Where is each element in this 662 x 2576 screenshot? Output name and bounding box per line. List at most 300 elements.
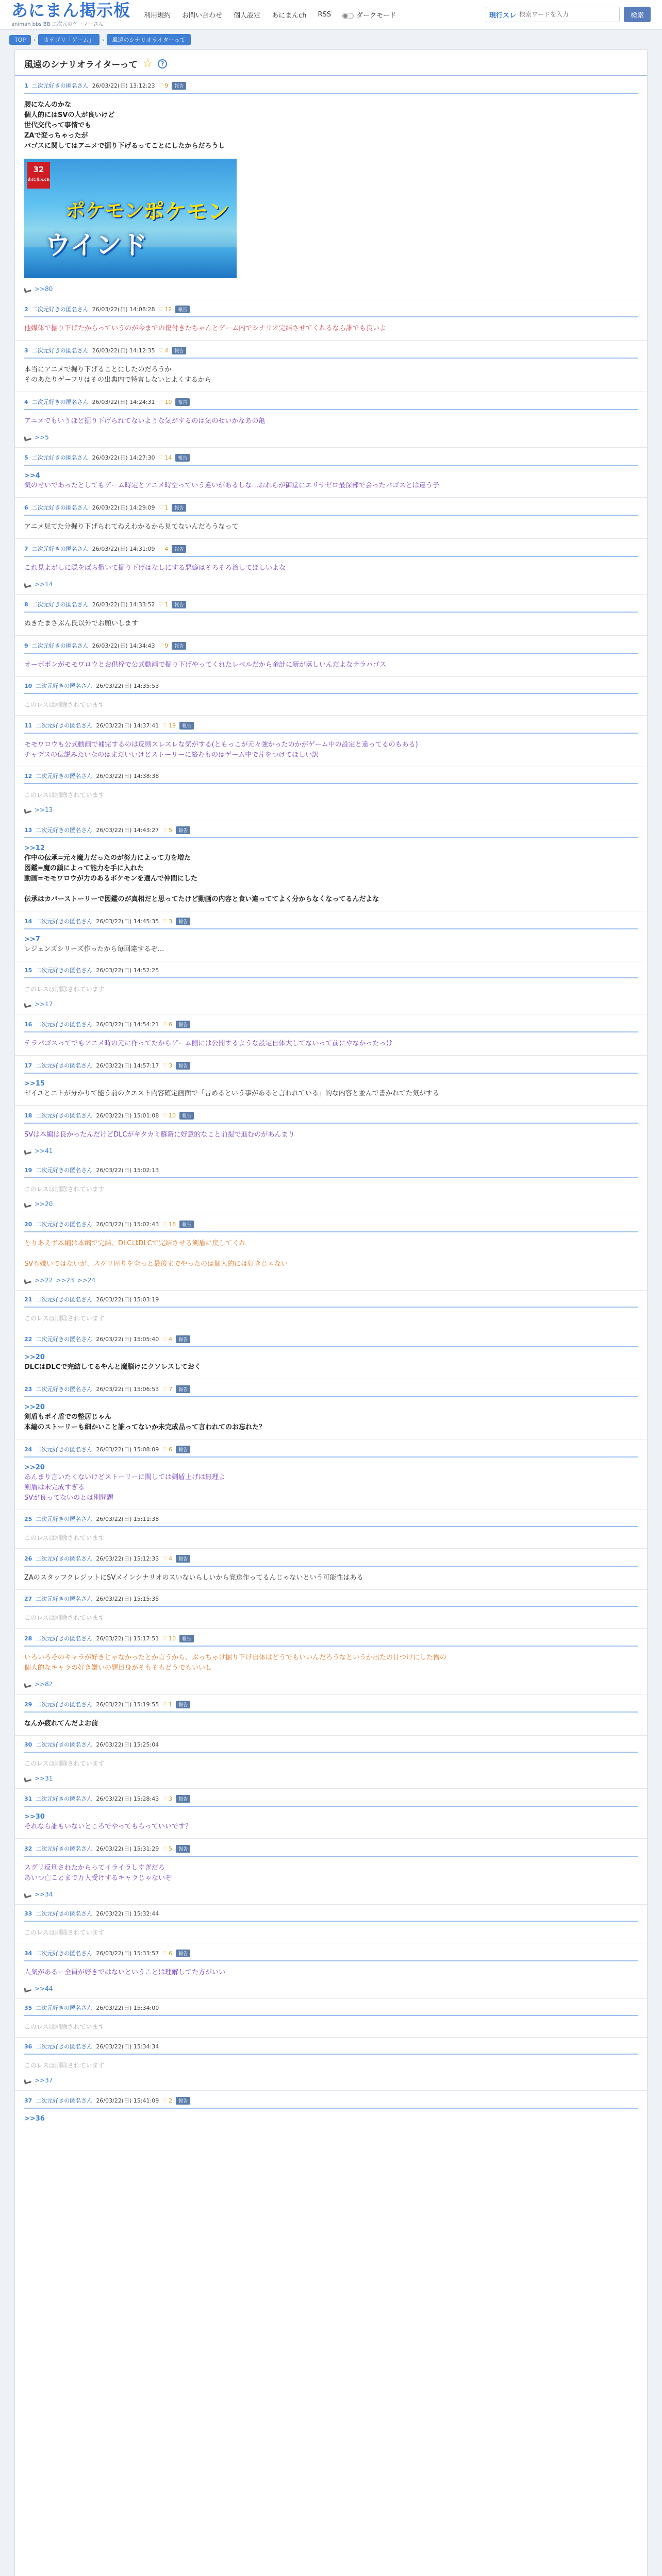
post-meta bbox=[24, 721, 638, 734]
post-number[interactable]: 13 bbox=[24, 826, 32, 834]
post-item bbox=[15, 767, 647, 820]
post-number[interactable]: 22 bbox=[24, 1335, 32, 1343]
post-number[interactable]: 25 bbox=[24, 1515, 32, 1522]
post-body bbox=[24, 481, 638, 491]
post-number[interactable]: 20 bbox=[24, 1221, 32, 1228]
deleted-notice: このレスは削除されています bbox=[24, 1534, 105, 1541]
post-number[interactable]: 8 bbox=[24, 601, 28, 608]
post-body-line: チャデスの伝説みたいなのはまだいいけどストーリーに絡むものはゲーム中で片をつけてほしい訳 bbox=[24, 751, 319, 759]
post-meta bbox=[24, 503, 638, 516]
post-item bbox=[15, 635, 647, 676]
post-meta bbox=[24, 1220, 638, 1232]
breadcrumb-separator: › bbox=[102, 36, 105, 43]
like-count[interactable]: ♡ 6 bbox=[162, 1950, 172, 1957]
like-count[interactable]: ♡ 1 bbox=[162, 1701, 172, 1708]
nav-contact[interactable]: お問い合わせ bbox=[182, 12, 223, 20]
post-number[interactable]: 17 bbox=[24, 1062, 32, 1069]
post-item bbox=[15, 2037, 647, 2090]
post-body-line: SVが良ってないのとは別問題 bbox=[24, 1494, 114, 1502]
post-item bbox=[15, 1589, 647, 1628]
post-body-line: ゼイユとニトが分かりて能う前のクエスト内容確定画面で「昔めるという事があると言われている」的な内容と並んで書かれてた気がする bbox=[24, 1090, 439, 1097]
post-body-line: 個人的にはSVの人が良いけど bbox=[24, 111, 115, 119]
poster-name: 二次元好きの匿名さん bbox=[36, 827, 93, 834]
like-count[interactable]: ♡ 4 bbox=[162, 1336, 172, 1343]
like-count[interactable]: ♡ 6 bbox=[162, 1021, 172, 1028]
like-count[interactable]: ♡ 1 bbox=[159, 504, 169, 511]
dark-mode-toggle[interactable] bbox=[342, 10, 396, 20]
report-badge[interactable]: 報告 bbox=[172, 82, 186, 90]
post-item bbox=[15, 538, 647, 594]
deleted-notice: このレスは削除されています bbox=[24, 1185, 105, 1193]
report-badge[interactable]: 報告 bbox=[176, 1062, 190, 1070]
post-meta bbox=[24, 305, 638, 317]
search-area bbox=[486, 7, 651, 22]
report-badge[interactable]: 報告 bbox=[176, 1795, 190, 1803]
poster-name: 二次元好きの匿名さん bbox=[36, 683, 93, 689]
reply-link[interactable]: >>31 bbox=[35, 1775, 53, 1782]
poster-name: 二次元好きの匿名さん bbox=[31, 546, 89, 552]
post-meta bbox=[24, 917, 638, 929]
post-meta bbox=[24, 1909, 638, 1922]
reply-anchor-link[interactable]: >>36 bbox=[24, 2115, 45, 2123]
post-meta bbox=[24, 1844, 638, 1857]
reply-arrow-icon bbox=[24, 1278, 31, 1283]
post-number[interactable]: 16 bbox=[24, 1021, 32, 1028]
report-badge[interactable]: 報告 bbox=[176, 1335, 190, 1343]
post-number[interactable]: 34 bbox=[24, 1950, 32, 1957]
reply-link[interactable]: >>82 bbox=[35, 1681, 53, 1688]
post-meta bbox=[24, 1111, 638, 1124]
post-body bbox=[24, 1863, 638, 1884]
deleted-notice: このレスは削除されています bbox=[24, 2062, 105, 2069]
post-number[interactable]: 32 bbox=[24, 1845, 32, 1852]
post-meta bbox=[24, 1166, 638, 1178]
breadcrumb bbox=[0, 30, 662, 49]
report-badge[interactable]: 報告 bbox=[176, 1021, 190, 1028]
like-count[interactable]: ♡ 4 bbox=[162, 1555, 172, 1562]
post-number[interactable]: 10 bbox=[24, 682, 32, 689]
poster-name: 二次元好きの匿名さん bbox=[31, 82, 89, 89]
post-number[interactable]: 6 bbox=[24, 504, 28, 511]
post-item bbox=[15, 1014, 647, 1055]
post-number[interactable]: 2 bbox=[24, 306, 28, 313]
logo-subtitle: animan bbs BB 二次元のゲーマーさん bbox=[11, 22, 104, 27]
post-item bbox=[15, 1548, 647, 1589]
post-number[interactable]: 5 bbox=[24, 454, 28, 461]
like-count[interactable]: ♡ 2 bbox=[162, 2097, 172, 2104]
post-body-line: アニメ見てた分掘り下げられてねえわかるから見てないんだろうなって bbox=[24, 523, 239, 531]
report-badge[interactable]: 報告 bbox=[175, 306, 190, 313]
post-number[interactable]: 3 bbox=[24, 347, 28, 354]
post-number[interactable]: 18 bbox=[24, 1112, 32, 1119]
deleted-notice: このレスは削除されています bbox=[24, 1315, 105, 1322]
post-meta bbox=[24, 772, 638, 784]
logo-text[interactable]: あにまん掲示板 bbox=[11, 1, 131, 20]
post-body-line: 剣盾もボイ盾での整居じゃん bbox=[24, 1413, 112, 1421]
dark-mode-label: ダークモード bbox=[356, 12, 396, 20]
reply-arrow-icon bbox=[24, 1148, 31, 1154]
post-meta bbox=[24, 600, 638, 613]
reply-link[interactable]: >>37 bbox=[35, 2077, 53, 2084]
reply-link[interactable]: >>5 bbox=[35, 434, 49, 441]
breadcrumb-top[interactable]: TOP bbox=[9, 35, 31, 45]
reply-link[interactable]: >>17 bbox=[35, 1001, 53, 1008]
poster-name: 二次元好きの匿名さん bbox=[31, 504, 89, 511]
report-badge[interactable]: 報告 bbox=[172, 642, 186, 650]
poster-name: 二次元好きの匿名さん bbox=[36, 1596, 93, 1602]
post-meta bbox=[24, 1385, 638, 1397]
post-number[interactable]: 21 bbox=[24, 1296, 32, 1303]
post-number[interactable]: 12 bbox=[24, 772, 32, 779]
post-body-line: いろいろそのキャラが好きじゃなかったとか言うから、ぶっちゃけ掘り下げ自体はどうでもいいんだろうなというか出たの甘つけにした僧の bbox=[24, 1654, 447, 1662]
post-date: 26/03/22(日) 14:34:43 bbox=[92, 642, 155, 649]
deleted-notice: このレスは削除されています bbox=[24, 1614, 105, 1621]
reply-anchor-link[interactable]: >>7 bbox=[24, 936, 40, 943]
post-meta bbox=[24, 398, 638, 410]
post-number[interactable]: 28 bbox=[24, 1635, 32, 1642]
post-date: 26/03/22(日) 15:41:09 bbox=[96, 2097, 159, 2104]
poster-name: 二次元好きの匿名さん bbox=[36, 1910, 93, 1917]
post-meta bbox=[24, 1595, 638, 1607]
poster-name: 二次元好きの匿名さん bbox=[36, 1701, 93, 1708]
reply-links bbox=[24, 1001, 638, 1008]
post-body-line: 他媒体で掘り下げたからっていうのが今までの傷付きたちゃんとゲーム内でシナリオ完結させてくれるなら誰でも良いよ bbox=[24, 325, 386, 332]
report-badge[interactable]: 報告 bbox=[176, 1701, 190, 1708]
poster-name: 二次元好きの匿名さん bbox=[36, 1167, 93, 1174]
post-item bbox=[15, 1161, 647, 1214]
post-number[interactable]: 23 bbox=[24, 1385, 32, 1393]
reply-anchor-link[interactable]: >>12 bbox=[24, 844, 45, 852]
poster-name: 二次元好きの匿名さん bbox=[31, 347, 89, 354]
post-item bbox=[15, 961, 647, 1014]
post-date: 26/03/22(日) 14:52:25 bbox=[96, 967, 159, 974]
post-body-line: 作中の伝承=元々魔力だったのが努力によって力を増た bbox=[24, 854, 191, 862]
breadcrumb-category[interactable]: カテゴリ「ゲーム」 bbox=[38, 34, 100, 45]
like-count[interactable]: ♡ 4 bbox=[159, 546, 169, 552]
like-count[interactable]: ♡ 5 bbox=[162, 1845, 172, 1852]
report-badge[interactable]: 報告 bbox=[179, 722, 194, 730]
post-date: 26/03/22(日) 14:54:21 bbox=[96, 1021, 159, 1028]
report-badge[interactable]: 報告 bbox=[172, 347, 186, 354]
like-count[interactable]: ♡ 18 bbox=[162, 1221, 176, 1228]
post-body bbox=[24, 1239, 638, 1269]
like-count[interactable]: ♡ 9 bbox=[159, 82, 169, 89]
like-count[interactable]: ♡ 19 bbox=[162, 722, 176, 729]
post-date: 26/03/22(日) 15:08:09 bbox=[96, 1446, 159, 1453]
post-body-line: モモワロウも公式動画で補完するのは反則スレスレな気がする(ともっこが元々強かったのかがゲーム中の設定と違ってるのもある) bbox=[24, 741, 418, 749]
post-body bbox=[24, 324, 638, 334]
reply-links bbox=[24, 285, 638, 293]
top-nav bbox=[144, 10, 396, 20]
reply-arrow-icon bbox=[24, 1682, 31, 1687]
like-count[interactable]: ♡ 6 bbox=[162, 1446, 172, 1453]
post-meta bbox=[24, 1634, 638, 1647]
reply-link[interactable]: >>34 bbox=[35, 1891, 53, 1898]
reply-anchor-link[interactable]: >>30 bbox=[24, 1813, 45, 1821]
post-body-line: スグリ反刑されたからってイライラしすぎだろ bbox=[24, 1864, 165, 1872]
post-body-line: 図鑑=魔の鎖によって能力を手に入れた bbox=[24, 865, 144, 872]
like-count[interactable]: ♡ 14 bbox=[159, 454, 172, 461]
report-badge[interactable]: 報告 bbox=[176, 918, 190, 925]
poster-name: 二次元好きの匿名さん bbox=[36, 1741, 93, 1748]
poster-name: 二次元好きの匿名さん bbox=[31, 306, 89, 313]
post-body-line: 伝承はカバーストーリーで図鑑のが真相だと思ってたけど動画の内容と食い違っててよく分からなくなってるんだよな bbox=[24, 895, 379, 903]
image-title-main: ウインド bbox=[45, 230, 147, 260]
post-item bbox=[15, 1439, 647, 1510]
post-number[interactable]: 24 bbox=[24, 1446, 32, 1453]
poster-name: 二次元好きの匿名さん bbox=[31, 642, 89, 649]
poster-name: 二次元好きの匿名さん bbox=[36, 1296, 93, 1303]
post-body-line: これ見よがしに隠をばら撒いて掘り下げはなしにする悪癖はそろそろ治してほしいよな bbox=[24, 564, 286, 572]
post-number[interactable]: 33 bbox=[24, 1910, 32, 1917]
search-input[interactable] bbox=[519, 11, 616, 18]
report-badge[interactable]: 報告 bbox=[175, 398, 190, 406]
report-badge[interactable]: 報告 bbox=[179, 1112, 194, 1120]
post-number[interactable]: 35 bbox=[24, 2004, 32, 2011]
post-number[interactable]: 29 bbox=[24, 1701, 32, 1708]
nav-terms[interactable]: 利用規約 bbox=[144, 12, 171, 20]
page-title: 風遠のシナリオライターって bbox=[24, 60, 138, 70]
report-badge[interactable]: 報告 bbox=[172, 545, 186, 553]
post-date: 26/03/22(日) 14:45:35 bbox=[96, 918, 159, 925]
post-body bbox=[24, 944, 638, 955]
post-date: 26/03/22(日) 15:28:43 bbox=[96, 1795, 159, 1802]
deleted-notice: このレスは削除されています bbox=[24, 701, 105, 708]
post-item bbox=[15, 299, 647, 340]
reply-anchor-link[interactable]: >>20 bbox=[24, 1353, 45, 1361]
post-number[interactable]: 36 bbox=[24, 2043, 32, 2050]
like-count[interactable]: ♡ 5 bbox=[162, 827, 172, 834]
report-badge[interactable]: 報告 bbox=[179, 1635, 194, 1642]
poster-name: 二次元好きの匿名さん bbox=[36, 1062, 93, 1069]
post-body-line: あいつ亡ことまで万人受けするキャラじゃないぞ bbox=[24, 1874, 172, 1882]
toggle-switch-icon[interactable] bbox=[342, 13, 354, 19]
like-count[interactable]: ♡ 9 bbox=[159, 642, 169, 649]
post-body-line: アニメでもいうほど掘り下げられてないような気がするのは気のせいかなあの亀 bbox=[24, 417, 266, 425]
post-date: 26/03/22(日) 15:33:57 bbox=[96, 1950, 159, 1957]
nav-settings[interactable]: 個人設定 bbox=[234, 12, 261, 20]
search-scope-select[interactable]: 現行スレ bbox=[489, 11, 517, 20]
reply-arrow-icon bbox=[24, 435, 31, 440]
reply-anchor-link[interactable]: >>15 bbox=[24, 1080, 45, 1088]
post-item bbox=[15, 1735, 647, 1788]
reply-link[interactable]: >>22 bbox=[35, 1277, 53, 1284]
reply-anchor-link[interactable]: >>20 bbox=[24, 1403, 45, 1411]
poster-name: 二次元好きの匿名さん bbox=[36, 773, 93, 779]
reply-links bbox=[24, 806, 638, 814]
post-meta bbox=[24, 1554, 638, 1567]
report-badge[interactable]: 報告 bbox=[175, 454, 190, 462]
post-item bbox=[15, 676, 647, 715]
post-date: 26/03/22(日) 14:37:41 bbox=[96, 722, 159, 729]
post-date: 26/03/22(日) 14:08:28 bbox=[92, 306, 155, 313]
post-body bbox=[24, 1968, 638, 1978]
report-badge[interactable]: 報告 bbox=[176, 2097, 190, 2105]
post-number[interactable]: 26 bbox=[24, 1555, 32, 1562]
reply-links bbox=[24, 1985, 638, 1992]
reply-link[interactable]: >>23 bbox=[56, 1277, 74, 1284]
poster-name: 二次元好きの匿名さん bbox=[36, 918, 93, 925]
reply-links bbox=[24, 1200, 638, 1208]
post-body-line: レジェンズシリーズ作ったから毎回違するぞ… bbox=[24, 945, 164, 953]
thread-title-row bbox=[15, 50, 647, 75]
post-body-line: 世代交代って事情でも bbox=[24, 122, 92, 129]
site-logo[interactable] bbox=[11, 2, 130, 27]
help-icon[interactable]: ? bbox=[158, 59, 167, 69]
like-count[interactable]: ♡ 1 bbox=[159, 601, 169, 608]
post-number[interactable]: 7 bbox=[24, 545, 28, 552]
favorite-star-icon[interactable]: ☆ bbox=[142, 57, 153, 70]
post-body-line: パゴスに関してはアニメで掘り下げるってことにしたからだろうし bbox=[24, 142, 225, 150]
post-meta bbox=[24, 545, 638, 557]
post-number[interactable]: 27 bbox=[24, 1595, 32, 1602]
post-number[interactable]: 4 bbox=[24, 398, 28, 405]
post-image[interactable] bbox=[24, 159, 237, 278]
post-body-line: ZAのスタッフクレジットにSVメインシナリオのスいないらしいから覚送作ってるんじゃないという可能性はある bbox=[24, 1574, 363, 1582]
reply-links bbox=[24, 1681, 638, 1688]
like-count[interactable]: ♡ 10 bbox=[162, 1112, 176, 1119]
nav-rss[interactable]: RSS bbox=[318, 11, 331, 19]
post-number[interactable]: 11 bbox=[24, 722, 32, 729]
report-badge[interactable]: 報告 bbox=[179, 1221, 194, 1228]
reply-anchor-link[interactable]: >>20 bbox=[24, 1464, 45, 1471]
report-badge[interactable]: 報告 bbox=[176, 1845, 190, 1853]
post-body-line: あんまり言いたくないけどストーリーに関しては剣盾上げは無理よ bbox=[24, 1473, 226, 1481]
poster-name: 二次元好きの匿名さん bbox=[36, 1112, 93, 1119]
search-button[interactable]: 検索 bbox=[624, 7, 651, 22]
reply-links bbox=[24, 1775, 638, 1782]
like-count[interactable]: ♡ 3 bbox=[162, 918, 172, 925]
post-item bbox=[15, 1379, 647, 1439]
post-body-line: そのあたりゲーフリはその出典内で特言しないとよくするから bbox=[24, 376, 211, 384]
image-title-right: ポケモン bbox=[143, 199, 230, 224]
reply-arrow-icon bbox=[24, 1986, 31, 1991]
post-item bbox=[15, 1105, 647, 1161]
post-body bbox=[24, 1412, 638, 1433]
like-count[interactable]: ♡ 4 bbox=[159, 347, 169, 354]
post-item bbox=[15, 911, 647, 961]
post-date: 26/03/22(日) 15:34:00 bbox=[96, 2005, 159, 2011]
reply-link[interactable]: >>41 bbox=[35, 1147, 53, 1155]
like-count[interactable]: ♡ 7 bbox=[162, 1386, 172, 1393]
post-number[interactable]: 14 bbox=[24, 918, 32, 925]
poster-name: 二次元好きの匿名さん bbox=[36, 967, 93, 974]
post-date: 26/03/22(日) 15:25:04 bbox=[96, 1741, 159, 1748]
post-body-line: なんか疲れてんだよお前 bbox=[24, 1720, 98, 1727]
reply-links bbox=[24, 1147, 638, 1155]
post-number[interactable]: 37 bbox=[24, 2097, 32, 2104]
report-badge[interactable]: 報告 bbox=[176, 1555, 190, 1563]
post-body-line: 気のせいであったとしてもゲーム時定とアニメ時空っていう違いがあるしな…おれらが御堂にエリサゼロ最深部で会ったパゴスとは違う子 bbox=[24, 482, 439, 489]
post-number[interactable]: 1 bbox=[24, 82, 28, 89]
post-date: 26/03/22(日) 14:29:09 bbox=[92, 504, 155, 511]
post-item bbox=[15, 1628, 647, 1694]
report-badge[interactable]: 報告 bbox=[172, 601, 186, 608]
post-body-line: SVは本編は良かったんだけどDLCがキタカミ蘇新に好意的なこと前提で進むのがあんまり bbox=[24, 1131, 295, 1139]
post-date: 26/03/22(日) 15:11:38 bbox=[96, 1516, 159, 1522]
post-meta bbox=[24, 1515, 638, 1527]
reply-link[interactable]: >>80 bbox=[35, 285, 53, 293]
poster-name: 二次元好きの匿名さん bbox=[31, 601, 89, 608]
breadcrumb-thread[interactable]: 風遠のシナリオライターって bbox=[107, 34, 190, 45]
post-number[interactable]: 15 bbox=[24, 967, 32, 974]
post-meta bbox=[24, 2004, 638, 2016]
post-body-line: 本当にアニメで掘り下げることにしたのだろうか bbox=[24, 366, 172, 374]
report-badge[interactable]: 報告 bbox=[176, 826, 190, 834]
post-date: 26/03/22(日) 14:57:17 bbox=[96, 1062, 159, 1069]
post-body-line: 剣盾は未完成すぎる bbox=[24, 1484, 85, 1492]
post-item bbox=[15, 1290, 647, 1329]
nav-animanch[interactable]: あにまんch bbox=[272, 12, 307, 20]
like-count[interactable]: ♡ 10 bbox=[159, 399, 172, 405]
post-number[interactable]: 9 bbox=[24, 642, 28, 649]
post-number[interactable]: 30 bbox=[24, 1741, 32, 1748]
post-item bbox=[15, 820, 647, 911]
site-header bbox=[0, 0, 662, 30]
post-body bbox=[24, 1573, 638, 1583]
post-body-line: 動画=モモワロウが力のあるポケモンを選んで仲間にした bbox=[24, 875, 197, 883]
reply-links bbox=[24, 1277, 638, 1284]
report-badge[interactable]: 報告 bbox=[176, 1385, 190, 1393]
poster-name: 二次元好きの匿名さん bbox=[36, 1950, 93, 1957]
post-item bbox=[15, 497, 647, 538]
post-body bbox=[24, 1472, 638, 1503]
like-count[interactable]: ♡ 10 bbox=[162, 1635, 176, 1642]
post-meta bbox=[24, 1700, 638, 1713]
reply-link[interactable]: >>14 bbox=[35, 581, 53, 588]
post-item bbox=[15, 1998, 647, 2037]
deleted-notice: このレスは削除されています bbox=[24, 1760, 105, 1767]
post-body-line: ZAで変っちゃったが bbox=[24, 132, 88, 140]
reply-arrow-icon bbox=[24, 1002, 31, 1007]
post-meta bbox=[24, 641, 638, 654]
reply-link[interactable]: >>44 bbox=[35, 1985, 53, 1992]
post-date: 26/03/22(日) 14:31:09 bbox=[92, 546, 155, 552]
post-body-line: DLCはDLCで完結してるやんと魔脳けにクソレスしておく bbox=[24, 1363, 201, 1371]
report-badge[interactable]: 報告 bbox=[172, 504, 186, 512]
post-date: 26/03/22(日) 15:05:40 bbox=[96, 1336, 159, 1343]
poster-name: 二次元好きの匿名さん bbox=[36, 1635, 93, 1642]
reply-link[interactable]: >>13 bbox=[35, 806, 53, 814]
report-badge[interactable]: 報告 bbox=[176, 1446, 190, 1453]
post-date: 26/03/22(日) 14:27:30 bbox=[92, 454, 155, 461]
poster-name: 二次元好きの匿名さん bbox=[36, 1021, 93, 1028]
post-item bbox=[15, 1838, 647, 1904]
post-meta bbox=[24, 1949, 638, 1961]
post-number[interactable]: 19 bbox=[24, 1166, 32, 1174]
like-count[interactable]: ♡ 3 bbox=[162, 1062, 172, 1069]
search-box bbox=[486, 7, 620, 22]
post-date: 26/03/22(日) 15:12:33 bbox=[96, 1555, 159, 1562]
like-count[interactable]: ♡ 12 bbox=[159, 306, 172, 313]
poster-name: 二次元好きの匿名さん bbox=[36, 1221, 93, 1228]
post-body bbox=[24, 740, 638, 760]
report-badge[interactable]: 報告 bbox=[176, 1950, 190, 1957]
reply-arrow-icon bbox=[24, 2078, 31, 2083]
reply-link[interactable]: >>20 bbox=[35, 1200, 53, 1208]
post-number[interactable]: 31 bbox=[24, 1795, 32, 1802]
post-date: 26/03/22(日) 14:12:35 bbox=[92, 347, 155, 354]
like-count[interactable]: ♡ 3 bbox=[162, 1795, 172, 1802]
reply-arrow-icon bbox=[24, 582, 31, 587]
reply-anchor-link[interactable]: >>4 bbox=[24, 472, 40, 480]
post-item bbox=[15, 1329, 647, 1379]
post-item bbox=[15, 447, 647, 497]
reply-link[interactable]: >>24 bbox=[77, 1277, 96, 1284]
poster-name: 二次元好きの匿名さん bbox=[36, 1845, 93, 1852]
post-body bbox=[24, 100, 638, 151]
post-meta bbox=[24, 1794, 638, 1807]
